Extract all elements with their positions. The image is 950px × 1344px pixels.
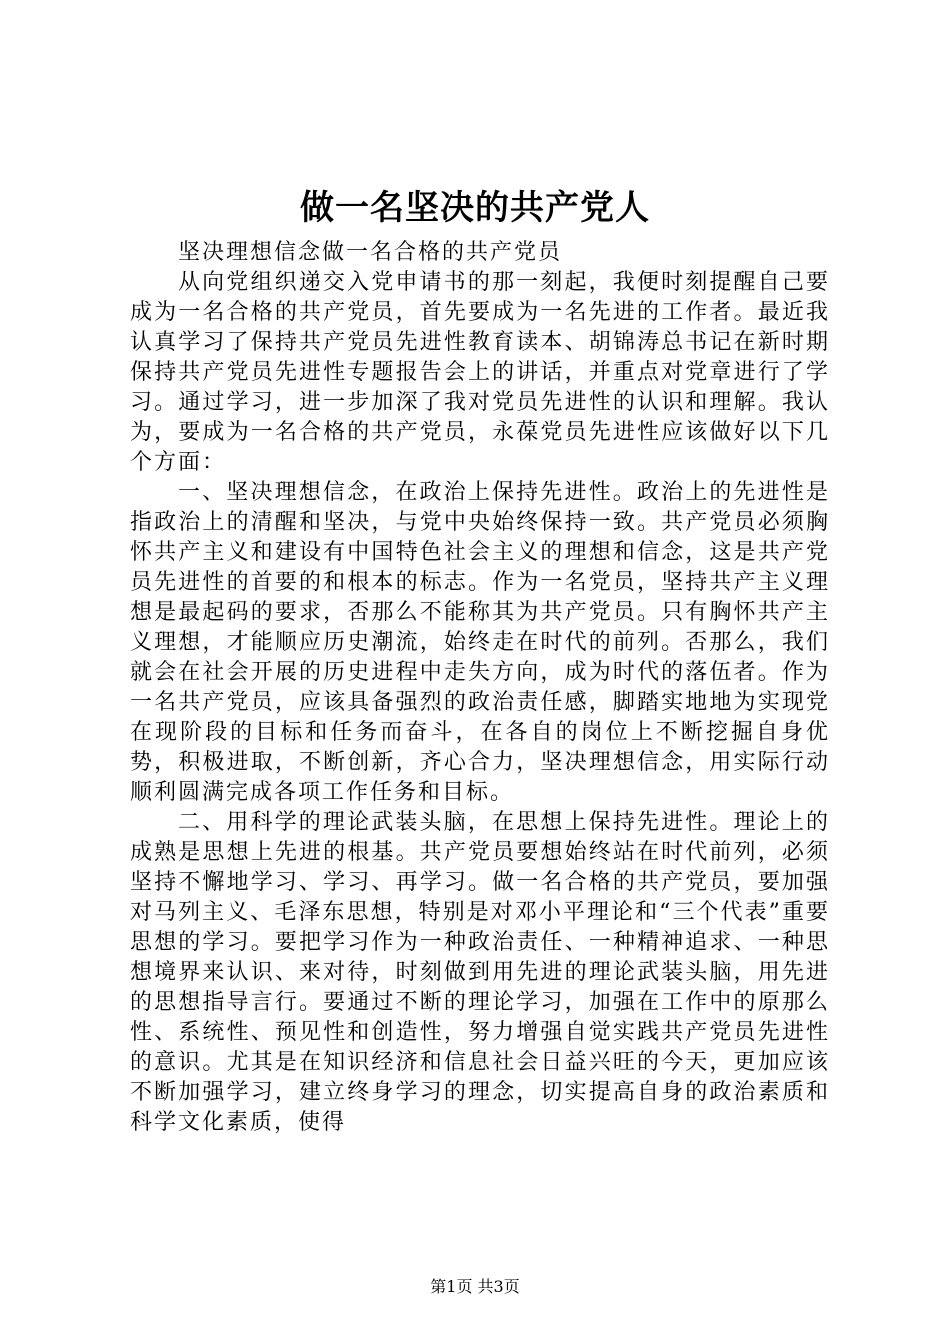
paragraph-subtitle: 坚决理想信念做一名合格的共产党员 [178, 240, 563, 265]
paragraph-intro: 从向党组织递交入党申请书的那一刻起，我便时刻提醒自己要成为一名合格的共产党员，首先要成为一名先进的工作者。最近我认真学习了保持共产党员先进性教育读本、胡锦涛总书记在新时期保持共产党员先进性专题报告会上的讲话，并重点对党章进行了学习。通过学习，进一步加深了我对党员先进性的认识和理解。我认为，要成为一名合格的共产党员，永葆党员先进性应该做好以下几个方面： [130, 270, 830, 475]
document-title: 做一名坚决的共产党人 [300, 188, 650, 228]
page-number-footer: 第1页 共3页 [430, 1277, 520, 1296]
paragraph-section-one: 一、坚决理想信念，在政治上保持先进性。政治上的先进性是指政治上的清醒和坚决，与党中央始终保持一致。共产党员必须胸怀共产主义和建设有中国特色社会主义的理想和信念，这是共产党员先进性的首要的和根本的标志。作为一名党员，坚持共产主义理想是最起码的要求，否那么不能称其为共产党员。只有胸怀共产主义理想，才能顺应历史潮流，始终走在时代的前列。否那么，我们就会在社会开展的历史进程中走失方向，成为时代的落伍者。作为一名共产党员，应该具备强烈的政治责任感，脚踏实地地为实现党在现阶段的目标和任务而奋斗，在各自的岗位上不断挖掘自身优势，积极进取，不断创新，齐心合力，坚决理想信念，用实际行动顺利圆满完成各项工作任务和目标。 [130, 480, 830, 805]
document-body [130, 238, 830, 1138]
paragraph-section-two: 二、用科学的理论武装头脑，在思想上保持先进性。理论上的成熟是思想上先进的根基。共产党员要想始终站在时代前列，必须坚持不懈地学习、学习、再学习。做一名合格的共产党员，要加强对马列主义、毛泽东思想，特别是对邓小平理论和“三个代表”重要思想的学习。要把学习作为一种政治责任、一种精神追求、一种思想境界来认识、来对待，时刻做到用先进的理论武装头脑，用先进的思想指导言行。要通过不断的理论学习，加强在工作中的原那么性、系统性、预见性和创造性，努力增强自觉实践共产党员先进性的意识。尤其是在知识经济和信息社会日益兴旺的今天，更加应该不断加强学习，建立终身学习的理念，切实提高自身的政治素质和科学文化素质，使得 [130, 810, 830, 1135]
